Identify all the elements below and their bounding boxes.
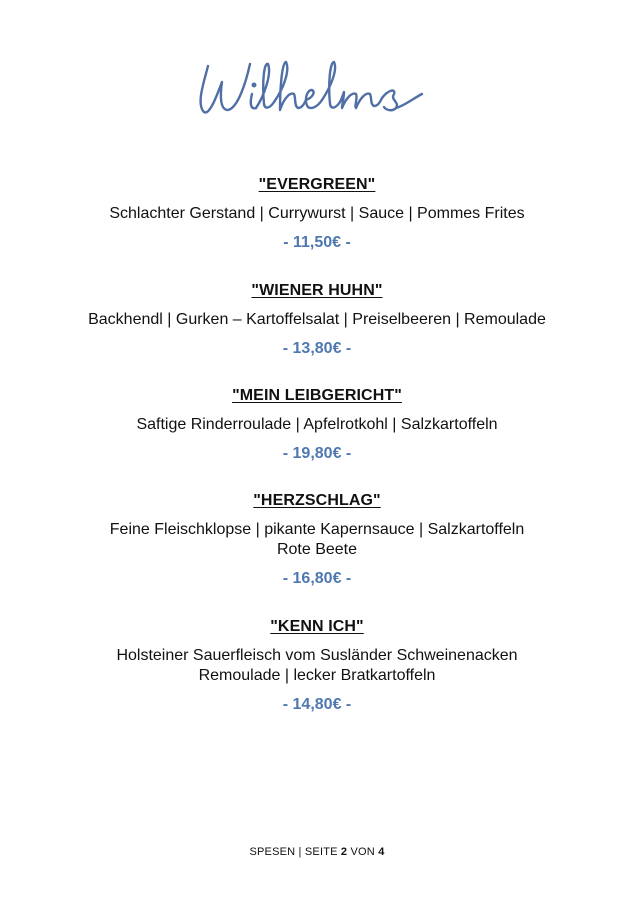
dish-price: - 19,80€ - bbox=[282, 445, 352, 462]
dish-title: "KENN ICH" bbox=[270, 618, 364, 635]
dish-price: - 16,80€ - bbox=[282, 570, 352, 587]
dish-description-line: Saftige Rinderroulade | Apfelrotkohl | Salzkartoffeln bbox=[136, 416, 498, 433]
dish-description bbox=[0, 646, 634, 686]
page-footer bbox=[0, 846, 634, 858]
menu-item-wiener-huhn bbox=[0, 281, 634, 359]
dish-description-line: Feine Fleischklopse | pikante Kapernsauce | Salzkartoffeln bbox=[109, 521, 525, 538]
wilhelms-logo-script bbox=[190, 52, 440, 132]
footer-middle: VON bbox=[347, 846, 379, 858]
dish-title: "MEIN LEIBGERICHT" bbox=[232, 387, 402, 404]
dish-price: - 14,80€ - bbox=[282, 696, 352, 713]
dish-description bbox=[0, 415, 634, 435]
dish-description-line: Rote Beete bbox=[276, 541, 358, 558]
dish-description bbox=[0, 204, 634, 224]
footer-page-number: 2 bbox=[340, 846, 348, 858]
footer-page-total: 4 bbox=[378, 846, 385, 858]
dish-description-line: Backhendl | Gurken – Kartoffelsalat | Preiselbeeren | Remoulade bbox=[88, 311, 546, 328]
dish-price: - 11,50€ - bbox=[283, 234, 351, 251]
dish-description-line: Holsteiner Sauerfleisch vom Susländer Schweinenacken bbox=[116, 647, 518, 664]
dish-description-line: Schlachter Gerstand | Currywurst | Sauce | Pommes Frites bbox=[109, 205, 525, 222]
wilhelms-logo bbox=[190, 52, 440, 132]
dish-description bbox=[0, 310, 634, 330]
dish-description bbox=[0, 520, 634, 560]
dish-title: "HERZSCHLAG" bbox=[253, 492, 381, 509]
dish-description-line: Remoulade | lecker Bratkartoffeln bbox=[198, 667, 436, 684]
menu-item-herzschlag bbox=[0, 491, 634, 589]
menu-item-evergreen bbox=[0, 175, 634, 253]
menu-item-kenn-ich bbox=[0, 617, 634, 715]
dish-title: "EVERGREEN" bbox=[258, 176, 376, 193]
footer-prefix: SPESEN | SEITE bbox=[249, 846, 341, 858]
dish-title: "WIENER HUHN" bbox=[251, 282, 383, 299]
dish-price: - 13,80€ - bbox=[282, 340, 352, 357]
menu-item-mein-leibgericht bbox=[0, 386, 634, 464]
